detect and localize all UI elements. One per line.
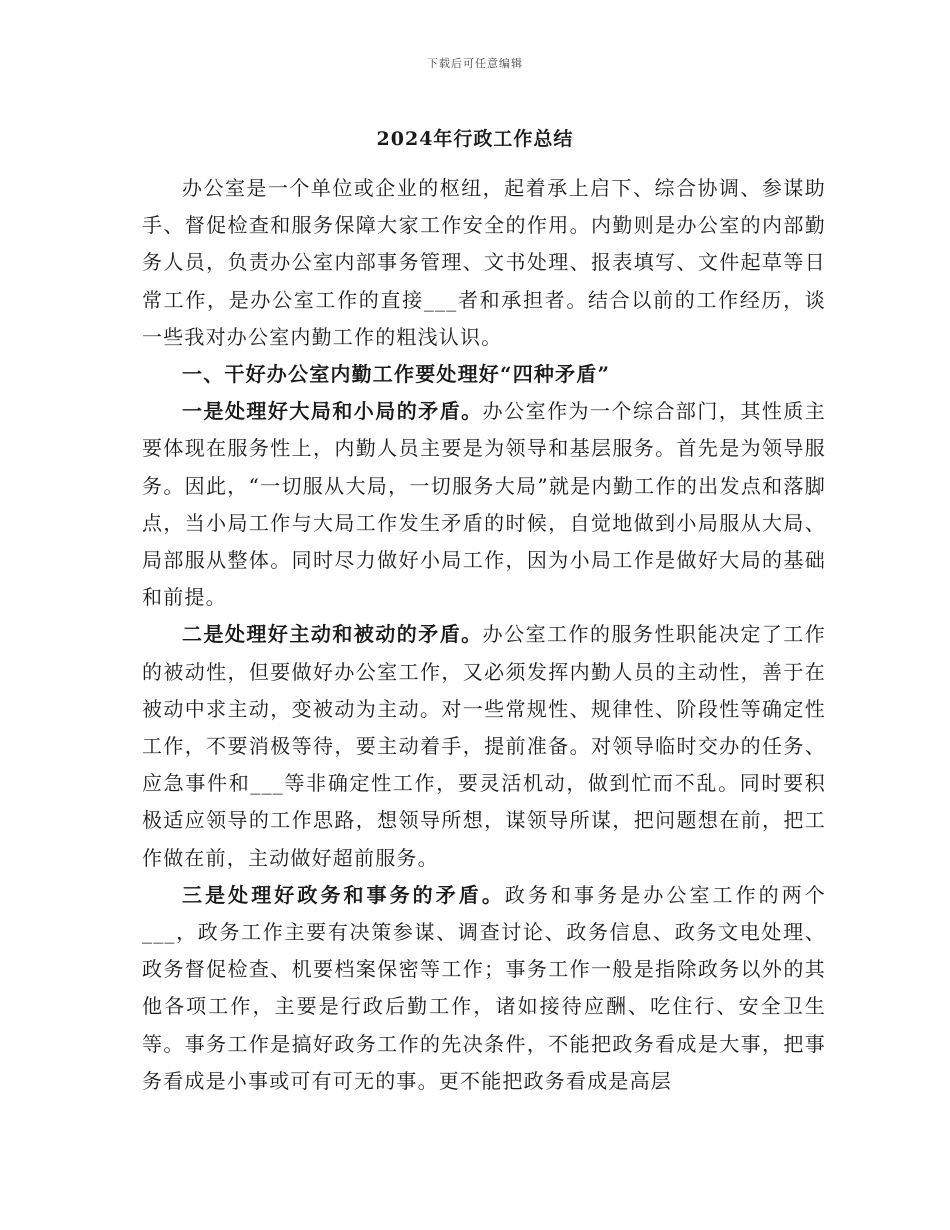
paragraph-2 — [142, 616, 826, 876]
intro-text: 办公室是一个单位或企业的枢纽，起着承上启下、综合协调、参谋助手、督促检查和服务保障大家工作安全的作用。内勤则是办公室的内部勤务人员，负责办公室内部事务管理、文书处理、报表填写、文件起草等日常工作，是办公室工作的直接___者和承担者。结合以前的工作经历，谈一些我对办公室内勤工作的粗浅认识。 — [142, 176, 826, 349]
document-title: 2024年行政工作总结 — [376, 128, 574, 150]
paragraph-1 — [142, 393, 826, 616]
document-body — [142, 170, 826, 1100]
section-heading-text: 一、干好办公室内勤工作要处理好“四种矛盾” — [182, 362, 611, 387]
paragraph-2-text: 办公室工作的服务性职能决定了工作的被动性，但要做好办公室工作，又必须发挥内勤人员的主动性，善于在被动中求主动，变被动为主动。对一些常规性、规律性、阶段性等确定性工作，不要消极等待，要主动着手，提前准备。对领导临时交办的任务、应急事件和___等非确定性工作，要灵活机动，做到忙而不乱。同时要积极适应领导的工作思路，想领导所想，谋领导所谋，把问题想在前，把工作做在前，主动做好超前服务。 — [142, 622, 826, 870]
header-note: 下载后可任意编辑 — [427, 57, 523, 70]
paragraph-1-text: 办公室作为一个综合部门，其性质主要体现在服务性上，内勤人员主要是为领导和基层服务。首先是为领导服务。因此，“一切服从大局，一切服务大局”就是内勤工作的出发点和落脚点，当小局工作与大局工作发生矛盾的时候，自觉地做到小局服从大局、局部服从整体。同时尽力做好小局工作，因为小局工作是做好大局的基础和前提。 — [142, 399, 826, 610]
intro-paragraph — [142, 170, 826, 356]
paragraph-1-lead: 一是处理好大局和小局的矛盾。 — [182, 399, 483, 424]
paragraph-3-lead: 三是处理好政务和事务的矛盾。 — [182, 882, 505, 907]
section-heading — [142, 356, 826, 393]
paragraph-3-text: 政务和事务是办公室工作的两个___，政务工作主要有决策参谋、调查讨论、政务信息、政务文电处理、政务督促检查、机要档案保密等工作；事务工作一般是指除政务以外的其他各项工作，主要是行政后勤工作，诸如接待应酬、吃住行、安全卫生等。事务工作是搞好政务工作的先决条件，不能把政务看成是大事，把事务看成是小事或可有可无的事。更不能把政务看成是高层 — [142, 882, 826, 1093]
paragraph-3 — [142, 877, 826, 1100]
paragraph-2-lead: 二是处理好主动和被动的矛盾。 — [182, 622, 483, 647]
